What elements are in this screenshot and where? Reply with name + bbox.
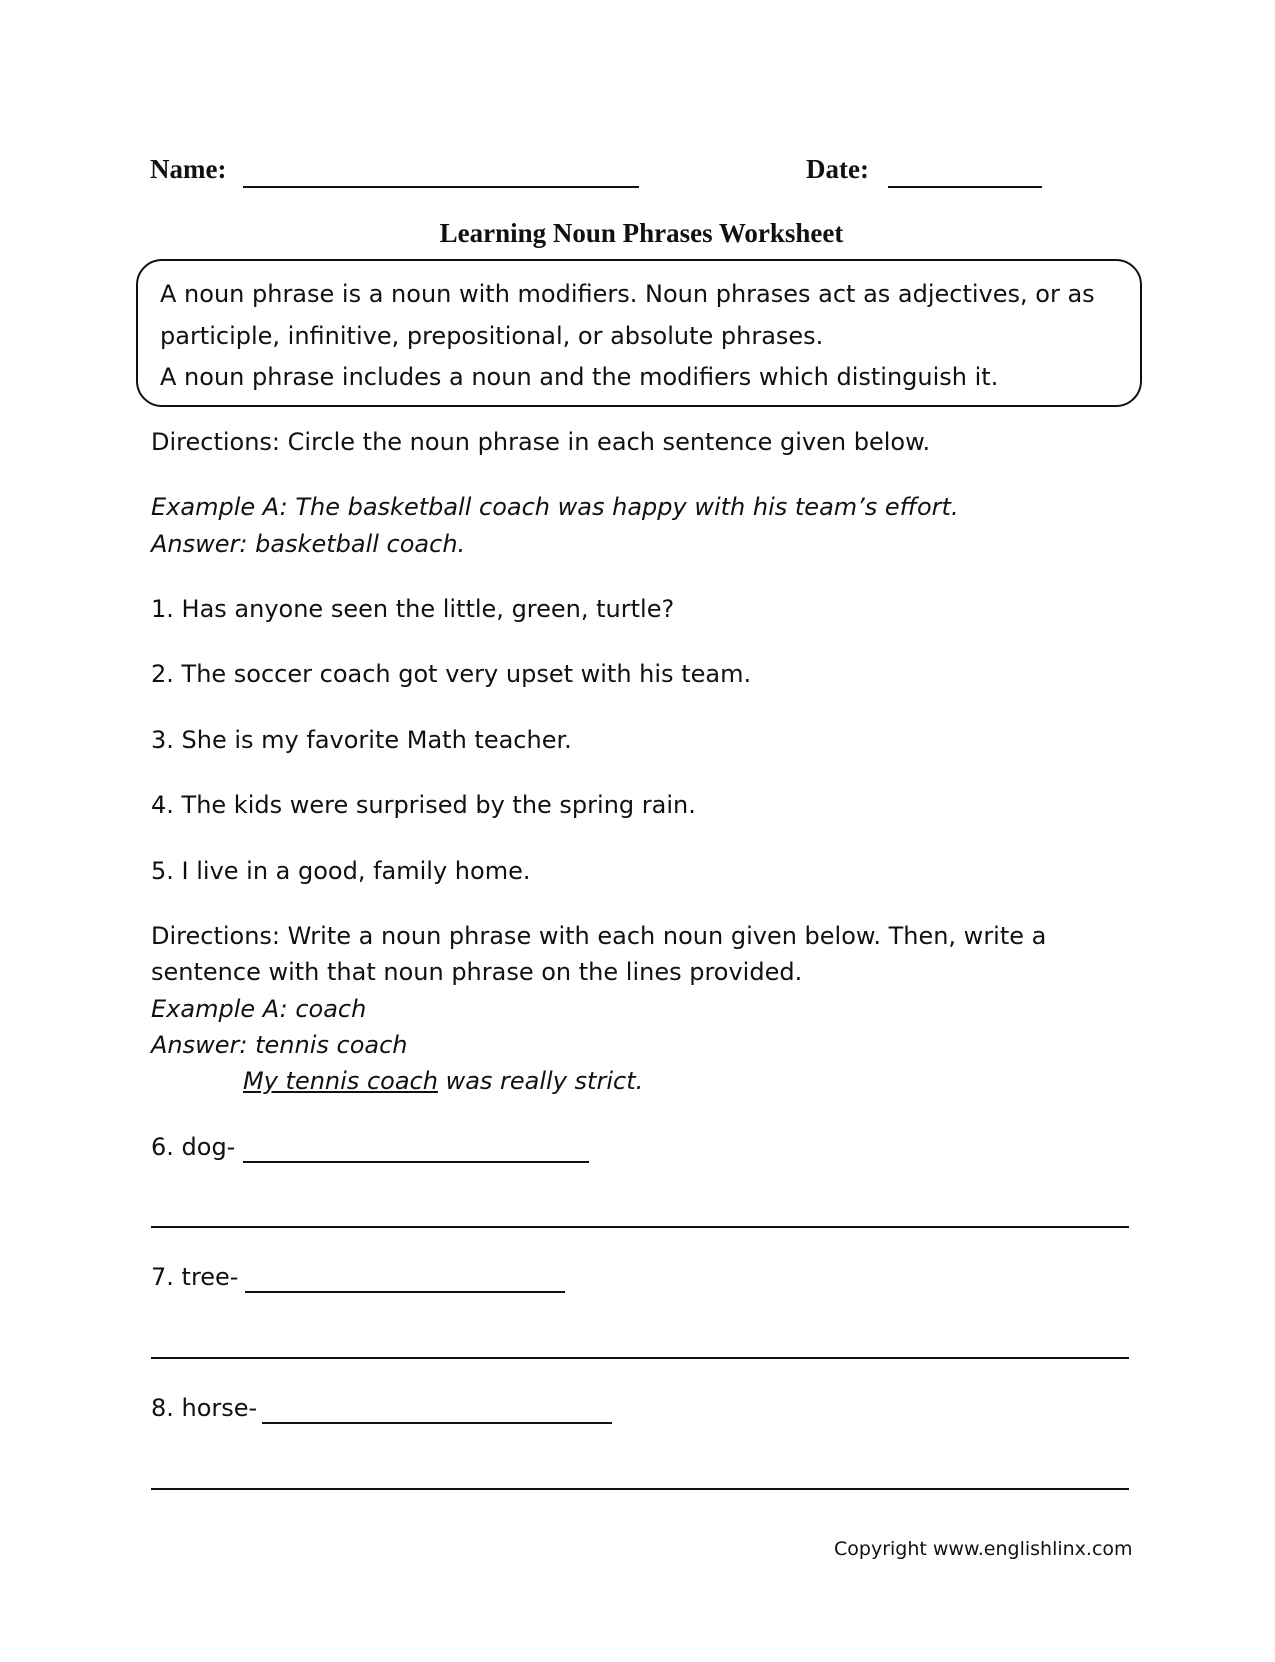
example-answer: Answer: basketball coach. — [151, 530, 466, 558]
directions-part1: Directions: Circle the noun phrase in each sentence given below. — [151, 428, 931, 456]
directions-part2: Directions: Write a noun phrase with each noun given below. Then, write a — [151, 922, 1047, 950]
question-2: 2. The soccer coach got very upset with his team. — [151, 660, 752, 688]
example-sentence: Example A: The basketball coach was happy with his team’s effort. — [151, 493, 959, 521]
noun-phrase-blank-6[interactable] — [243, 1161, 589, 1163]
prompt-8: 8. horse- — [151, 1394, 258, 1422]
definition-line: A noun phrase includes a noun and the modifiers which distinguish it. — [160, 363, 999, 391]
name-label: Name: — [150, 154, 227, 184]
sentence-line-6[interactable] — [151, 1226, 1129, 1228]
noun-phrase-blank-8[interactable] — [262, 1422, 612, 1424]
copyright-text: Copyright www.englishlinx.com — [834, 1538, 1133, 1560]
prompt-7: 7. tree- — [151, 1263, 239, 1291]
date-label: Date: — [806, 154, 869, 184]
question-3: 3. She is my favorite Math teacher. — [151, 726, 572, 754]
question-4: 4. The kids were surprised by the spring rain. — [151, 791, 696, 819]
noun-phrase-blank-7[interactable] — [245, 1291, 565, 1293]
date-field[interactable] — [888, 186, 1042, 188]
question-5: 5. I live in a good, family home. — [151, 857, 531, 885]
sentence-rest: was really strict. — [437, 1067, 644, 1095]
example-sentence — [243, 1067, 643, 1095]
prompt-6: 6. dog- — [151, 1133, 236, 1161]
example-answer: Answer: tennis coach — [151, 1031, 408, 1059]
definition-line: A noun phrase is a noun with modifiers. Noun phrases act as adjectives, or as — [160, 280, 1095, 308]
directions-part2: sentence with that noun phrase on the lines provided. — [151, 958, 803, 986]
worksheet-title: Learning Noun Phrases Worksheet — [439, 218, 844, 248]
question-1: 1. Has anyone seen the little, green, turtle? — [151, 595, 675, 623]
example-noun: Example A: coach — [151, 995, 367, 1023]
sentence-line-8[interactable] — [151, 1488, 1129, 1490]
sentence-line-7[interactable] — [151, 1357, 1129, 1359]
name-field[interactable] — [243, 186, 639, 188]
underlined-noun-phrase: My tennis coach — [243, 1067, 438, 1095]
definition-line: participle, infinitive, prepositional, or absolute phrases. — [160, 322, 824, 350]
